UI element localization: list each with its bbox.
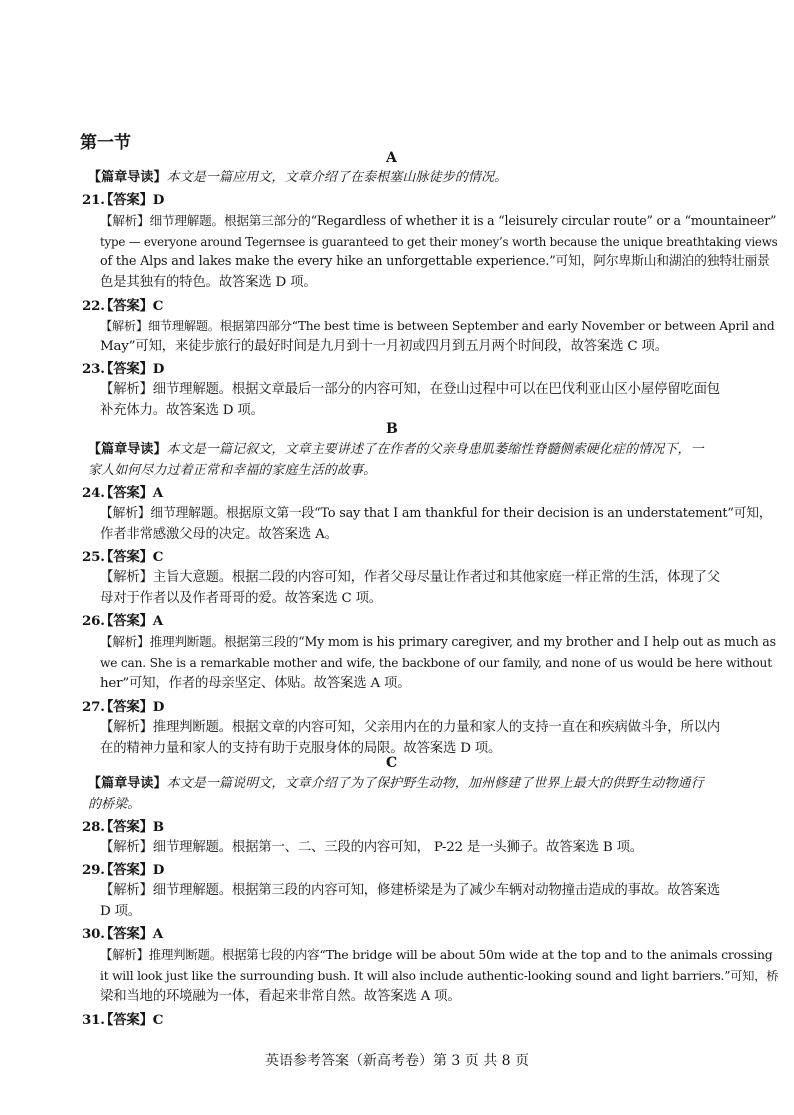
question-25-analysis-line: 母对于作者以及作者哥哥的爱。故答案选 C 项。 [100,591,382,606]
question-24-number: 24. [82,485,105,501]
guide-c-label: 【篇章导读】 [88,776,167,791]
question-24-analysis-line: 【解析】细节理解题。根据原文第一段“To say that I am thankful for their decision is an understatement”可知， [100,506,772,521]
question-31-answer: 【答案】C [100,1012,164,1028]
guide-a-label: 【篇章导读】 [88,170,167,185]
question-21-answer: 【答案】D [100,192,165,208]
question-22-answer: 【答案】C [100,298,164,314]
question-29-analysis-line: 【解析】细节理解题。根据第三段的内容可知，修建桥梁是为了减少车辆对动物撞击造成的事故。故答案选 [100,883,720,898]
question-28-number: 28. [82,819,105,835]
question-29-answer: 【答案】D [100,862,165,878]
question-26-analysis-line: we can. She is a remarkable mother and wife, the backbone of our family, and none of us would be here without [100,656,772,670]
guide-b-text: 本文是一篇记叙文，文章主要讲述了在作者的父亲身患肌萎缩性脊髓侧索硬化症的情况下，一 [166,442,704,457]
question-24-analysis-line: 作者非常感激父母的决定。故答案选 A。 [100,527,338,542]
question-22-number: 22. [82,298,105,314]
question-25-analysis-line: 【解析】主旨大意题。根据二段的内容可知，作者父母尽量让作者过和其他家庭一样正常的生活，体现了父 [100,570,720,585]
question-25-answer: 【答案】C [100,549,164,565]
question-27-number: 27. [82,699,105,715]
question-30-analysis-line: it will look just like the surrounding bush. It will also include authentic-looking sound and light barriers.”可知，桥 [100,969,779,983]
question-21-analysis-line: of the Alps and lakes make the every hike an unforgettable experience.”可知，阿尔卑斯山和湖泊的独特壮丽景 [100,254,770,269]
guide-a [88,168,507,188]
question-27-analysis-line: 【解析】推理判断题。根据文章的内容可知，父亲用内在的力量和家人的支持一直在和疾病做斗争，所以内 [100,720,720,735]
question-29-analysis-line: D 项。 [100,904,141,919]
guide-a-text: 本文是一篇应用文，文章介绍了在泰根塞山脉徒步的情况。 [166,170,508,185]
page-footer: 英语参考答案（新高考卷）第 3 页 共 8 页 [264,1053,530,1069]
question-23-answer: 【答案】D [100,361,165,377]
guide-b-continuation: 家人如何尽力过着正常和幸福的家庭生活的故事。 [88,463,377,478]
guide-c-continuation: 的桥梁。 [88,797,141,812]
question-21-number: 21. [82,192,105,208]
question-26-analysis-line: her”可知，作者的母亲坚定、体贴。故答案选 A 项。 [100,676,411,691]
guide-c [88,774,704,794]
question-30-analysis-line: 梁和当地的环境融为一体，看起来非常自然。故答案选 A 项。 [100,989,461,1004]
guide-b [88,440,704,460]
question-21-analysis-line: type — everyone around Tegernsee is guaranteed to get their money’s worth because the unique breathtaking views [100,235,778,249]
section-title: 第一节 [80,133,131,153]
subsection-a-heading: A [386,150,397,166]
question-21-analysis-line: 【解析】细节理解题。根据第三部分的“Regardless of whether it is a “leisurely circular route” or a “mountaineer” [100,213,777,228]
question-24-answer: 【答案】A [100,485,163,501]
question-30-analysis-line: 【解析】推理判断题。根据第七段的内容“The bridge will be about 50m wide at the top and to the animals crossing [100,947,773,962]
question-21-analysis-line: 色是其独有的特色。故答案选 D 项。 [100,275,317,290]
question-22-analysis-line: 【解析】细节理解题。根据第四部分“The best time is between September and early November or between April and [100,319,775,333]
question-25-number: 25. [82,549,105,565]
question-30-answer: 【答案】A [100,926,163,942]
question-29-number: 29. [82,862,105,878]
question-27-answer: 【答案】D [100,699,165,715]
question-23-analysis-line: 【解析】细节理解题。根据文章最后一部分的内容可知，在登山过程中可以在巴伐利亚山区小屋停留吃面包 [100,382,720,397]
question-23-analysis-line: 补充体力。故答案选 D 项。 [100,403,264,418]
guide-c-text: 本文是一篇说明文，文章介绍了为了保护野生动物，加州修建了世界上最大的供野生动物通行 [166,776,704,791]
question-31-number: 31. [82,1012,105,1028]
question-26-analysis-line: 【解析】推理判断题。根据第三段的“My mom is his primary caregiver, and my brother and I help out as much as [100,634,776,649]
subsection-b-heading: B [386,421,398,437]
subsection-c-heading: C [386,755,398,771]
question-28-analysis-line: 【解析】细节理解题。根据第一、二、三段的内容可知， P-22 是一头狮子。故答案选 B 项。 [100,840,643,855]
question-27-analysis-line: 在的精神力量和家人的支持有助于克服身体的局限。故答案选 D 项。 [100,741,502,756]
question-23-number: 23. [82,361,105,377]
guide-b-label: 【篇章导读】 [88,442,167,457]
question-26-number: 26. [82,613,105,629]
question-22-analysis-line: May”可知，来徒步旅行的最好时间是九月到十一月初或四月到五月两个时间段，故答案选 C 项。 [100,339,668,354]
question-28-answer: 【答案】B [100,819,164,835]
question-26-answer: 【答案】A [100,613,163,629]
question-30-number: 30. [82,926,105,942]
